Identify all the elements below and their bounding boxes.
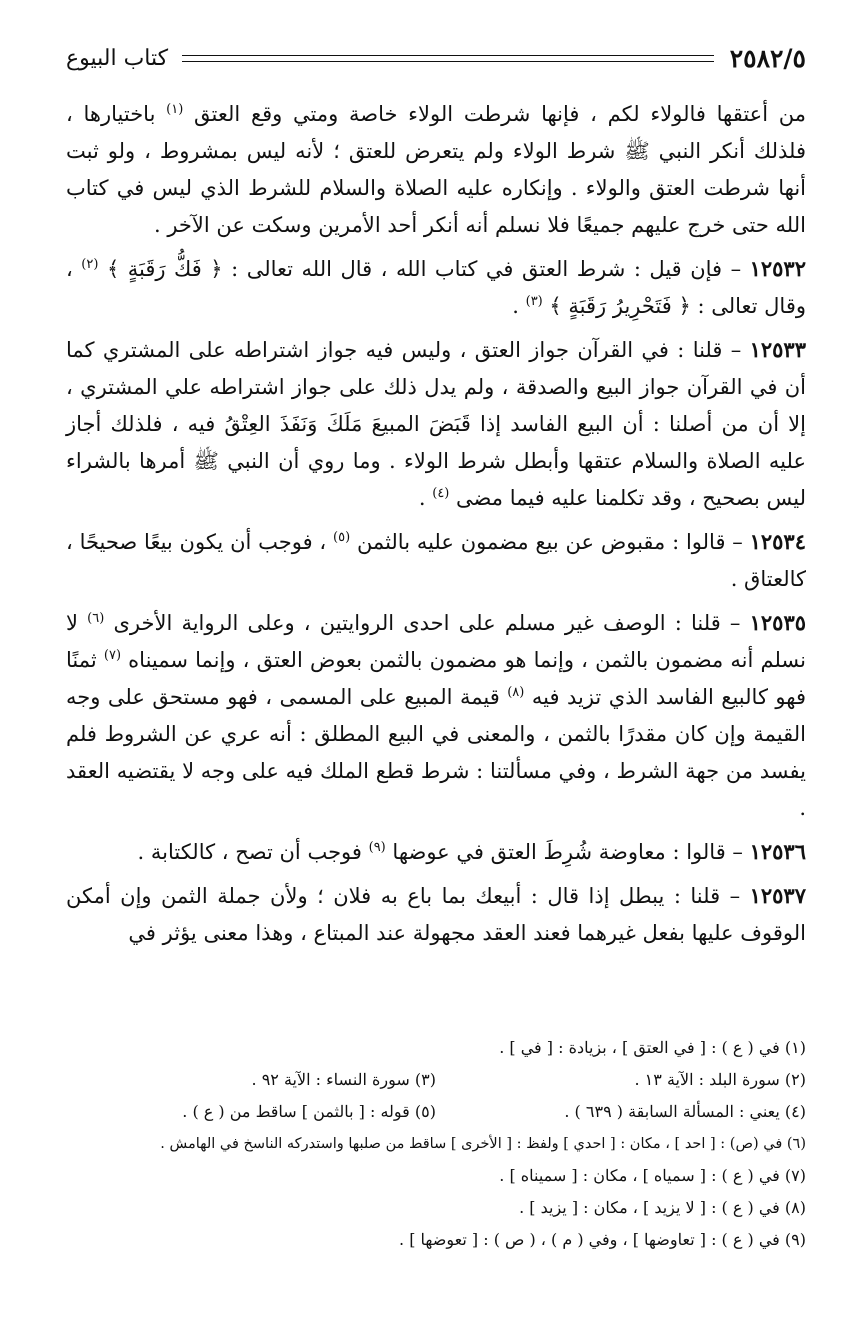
paragraph: ١٢٥٣٥ – قلنا : الوصف غير مسلم على احدى الروايتين ، وعلى الرواية الأخرى $^{(٦)}$ لا نسلم أنه مضمون بالثمن ، وإنما هو مضمون بالثمن بعوض العتق ، وإنما سميناه $^{(٧)}$ ثمنًا فهو كالبيع الفاسد الذي تزيد فيه $^{(٨)}$ قيمة المبيع على المسمى ، فهو مستحق على وجه القيمة وإن كان مقدرًا بالثمن ، والمعنى في البيع المطلق : أنه عري عن الشروط فلم يفسد من جهة الشرط ، وفي مسألتنا : شرط قطع الملك فيه على وجه لا يقتضيه العقد .: [66, 610, 807, 820]
book-title: كتاب البيوع: [66, 45, 169, 71]
footnote-4: (٤) يعني : المسألة السابقة ( ٦٣٩ ) .: [564, 1102, 806, 1121]
issue-number: ١٢٥٣٤: [749, 529, 806, 554]
footnote-ref: (٢): [81, 257, 99, 272]
footnote-ref: (٨): [507, 685, 525, 700]
footnote-ref: (٦): [87, 611, 105, 626]
paragraph: ١٢٥٣٣ – قلنا : في القرآن جواز العتق ، وليس فيه جواز اشتراطه على المشتري كما أن في القرآن جواز البيع والصدقة ، ولم يدل ذلك على جواز اشتراطه علي المشتري ، إلا أن من أصلنا : أن البيع الفاسد إذا قَبَضَ المبيعَ مَلَكَ وَنَفَذَ العِتْقُ فيه ، فلذلك أجاز عليه الصلاة والسلام عتقها وأبطل شرط الولاء . وما روي أن النبي ﷺ أمرها بالشراء ليس بصحيح ، وقد تكلمنا عليه فيما مضى $^{(٤)}$ .: [66, 337, 806, 510]
footnote-ref: (٤): [432, 486, 450, 501]
footnote-row: [66, 1064, 806, 1096]
footnote-3: (٣) سورة النساء : الآية ٩٢ .: [251, 1070, 436, 1089]
footnote-ref: (٥): [333, 530, 351, 545]
footnote-ref: (٧): [103, 648, 122, 663]
page-header: [66, 38, 806, 78]
footnote-ref: (٩): [368, 840, 386, 855]
main-text: [66, 96, 806, 952]
paragraph: من أعتقها فالولاء لكم ، فإنها شرطت الولاء خاصة ومتي وقع العتق $^{(١)}$ باختيارها ، فلذلك أنكر النبي ﷺ شرط الولاء ولم يتعرض للعتق ؛ لأنه ليس بمشروط ، ولو ثبت أنها شرطت العتق والولاء . وإنكاره عليه الصلاة والسلام للشرط الذي ليس في كتاب الله حتى خرج عليهم جميعًا فلا نسلم أنه أنكر أحد الأمرين وسكت عن الآخر .: [66, 102, 806, 237]
paragraph: ١٢٥٣٦ – قالوا : معاوضة شُرِطَ العتق في عوضها $^{(٩)}$ فوجب أن تصح ، كالكتابة .: [137, 839, 806, 864]
issue-number: ١٢٥٣٥: [749, 610, 807, 635]
header-rule: [182, 55, 714, 62]
footnote-9: (٩) في ( ع ) : [ تعاوضها ] ، وفي ( م ) ، ( ص ) : [ تعوضها ] .: [399, 1230, 806, 1249]
issue-number: ١٢٥٣٦: [749, 839, 806, 864]
paragraph: ١٢٥٣٤ – قالوا : مقبوض عن بيع مضمون عليه بالثمن $^{(٥)}$ ، فوجب أن يكون بيعًا صحيحًا ، كالعتاق .: [66, 529, 806, 591]
page: [66, 38, 806, 958]
footnote-row: [66, 1096, 806, 1128]
paragraph: ١٢٥٣٢ – فإن قيل : شرط العتق في كتاب الله ، قال الله تعالى : ﴿ فَكُّ رَقَبَةٍ ﴾ $^{(٢)}$ ، وقال تعالى : ﴿ فَتَحْرِيرُ رَقَبَةٍ ﴾ $^{(٣)}$ .: [66, 256, 806, 318]
footnote-2: (٢) سورة البلد : الآية ١٣ .: [634, 1070, 806, 1089]
footnote-7: (٧) في ( ع ) : [ سمياه ] ، مكان : [ سميناه ] .: [499, 1166, 806, 1185]
footnote-1: (١) في ( ع ) : [ في العتق ] ، بزيادة : [ في ] .: [499, 1038, 806, 1057]
page-number: ٢٥٨٢/٥: [729, 43, 806, 73]
footnote-5: (٥) قوله : [ بالثمن ] ساقط من ( ع ) .: [182, 1102, 436, 1121]
issue-number: ١٢٥٣٢: [749, 256, 806, 281]
footnote-6: (٦) في (ص) : [ احد ] ، مكان : [ احدي ] ولفظ : [ الأخرى ] ساقط من صلبها واستدركه الناسخ في الهامش .: [160, 1136, 806, 1152]
footnote-8: (٨) في ( ع ) : [ لا يزيد ] ، مكان : [ يزيد ] .: [519, 1198, 806, 1217]
issue-number: ١٢٥٣٣: [749, 337, 806, 362]
footnotes: [66, 1032, 806, 1256]
footnote-ref: (٣): [525, 294, 543, 309]
paragraph: ١٢٥٣٧ – قلنا : يبطل إذا قال : أبيعك بما باع به فلان ؛ ولأن جملة الثمن وإن أمكن الوقوف عليها بفعل غيرهما فعند العقد مجهولة عند المبتاع ، وهذا معنى يؤثر في: [66, 883, 806, 945]
issue-number: ١٢٥٣٧: [749, 883, 806, 908]
footnote-ref: (١): [166, 102, 184, 117]
